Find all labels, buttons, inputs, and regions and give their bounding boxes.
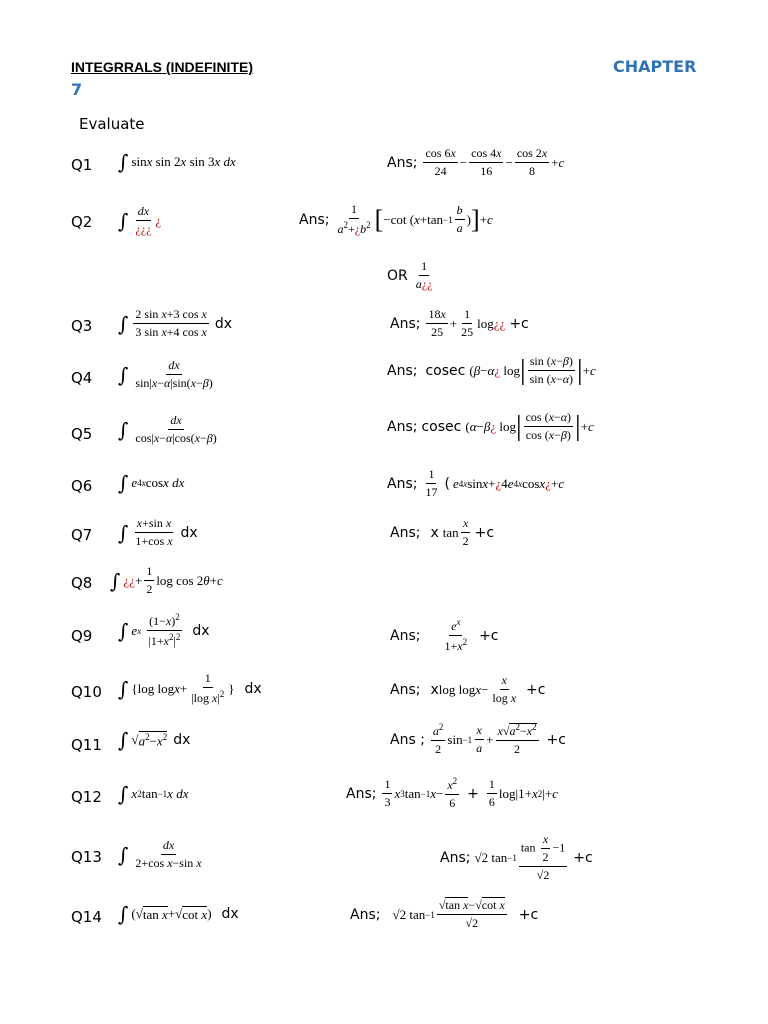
- question-expression: ∫ x 2 tan −1 x dx: [118, 782, 189, 806]
- answer-expression: Ans; x log log x − $\frac{x}{\text{log x}}$ +c: [390, 673, 546, 705]
- question-expression: ∫ $\frac{dx}{\sin|x-\alpha|\sin(x-\beta)}$: [118, 358, 213, 390]
- chapter-number: 7: [71, 80, 83, 99]
- answer-expression: Ans; √2 tan −1 $\frac{\text{√tan x−√cot x}}{√2}$ +c: [350, 898, 539, 930]
- question-label: Q8: [71, 574, 93, 592]
- answer-expression: Ans; $\frac{e^x}{1+x^2}$ +c: [390, 617, 499, 653]
- question-label: Q3: [71, 317, 93, 335]
- question-expression: ∫ √ $a^2-x^2$ dx: [118, 728, 191, 752]
- chapter-label: CHAPTER: [613, 57, 697, 76]
- question-label: Q13: [71, 848, 102, 866]
- answer-expression: Ans; $\frac{18x}{25}$ + $\frac{1}{25}$ log ¿¿ +c: [390, 307, 529, 339]
- question-expression: ∫ {log log x + $\frac{1}{|\log x|^2}$ } dx: [118, 671, 262, 705]
- question-expression: ∫ $\frac{dx}{¿¿¿}$ ¿: [118, 204, 162, 236]
- question-label: Q5: [71, 425, 93, 443]
- question-expression: ∫ $\frac{\text{x+sin x}}{\text{1+cos x}}$ dx: [118, 516, 198, 548]
- question-expression: ∫ sin x sin 2 x sin 3 x dx: [118, 150, 236, 174]
- question-expression: ∫ e x $\frac{(1-x)^2}{|1+x^2|^2}$ dx: [118, 612, 210, 648]
- question-label: Q12: [71, 788, 102, 806]
- answer-expression: Ans; $\frac{1}{a^2+¿b^2}$ [ −cot ( x +tan −1 $\frac{b}{a}$ ) ] + c: [299, 202, 493, 236]
- question-expression: ∫ $\frac{\text{2 sin x+3 cos x}}{\text{3 sin x+4 cos x}}$ dx: [118, 307, 233, 339]
- question-expression: ∫ $\frac{dx}{\text{2+cos x−sin x}}$: [118, 838, 202, 870]
- answer-expression: Ans; √2 tan −1 tan $\frac{x}{2}$ −1 √2 +c: [440, 832, 593, 882]
- answer-expression: Ans; $\frac{1}{17}$ ( e 4x sin x + ¿ 4 e 4x cos x ¿ + c: [387, 467, 565, 499]
- question-label: Q7: [71, 526, 93, 544]
- answer-expression: Ans; cosec ( α − β ¿ log | $\frac{\cos (x-\alpha)}{\cos (x-\beta)}$ | + c: [387, 410, 594, 442]
- question-label: Q4: [71, 369, 93, 387]
- answer-expression: Ans; cosec ( β − α ¿ log | $\frac{\sin (x-\beta)}{\sin (x-\alpha)}$ | + c: [387, 354, 596, 386]
- question-label: Q11: [71, 736, 102, 754]
- page-title: INTEGRRALS (INDEFINITE): [71, 59, 253, 75]
- answer-expression: Ans; $\frac{\cos 6x}{24}$ − $\frac{\cos 4x}{16}$ − $\frac{\cos 2x}{8}$ + c: [387, 146, 565, 178]
- question-label: Q10: [71, 683, 102, 701]
- evaluate-heading: Evaluate: [79, 115, 145, 133]
- question-label: Q14: [71, 908, 102, 926]
- answer-expression: Ans ; $\frac{a^2}{2}$ sin −1 $\frac{x}{a}$ + $\frac{x√a^2-x^2}{2}$ +c: [390, 722, 566, 756]
- question-label: Q1: [71, 156, 93, 174]
- answer-alternative: OR $\frac{1}{a¿¿}$: [387, 259, 433, 291]
- question-expression: ∫ $\frac{dx}{\cos|x-\alpha|\cos(x-\beta)}$: [118, 413, 217, 445]
- question-label: Q2: [71, 213, 93, 231]
- question-label: Q9: [71, 627, 93, 645]
- question-label: Q6: [71, 477, 93, 495]
- answer-expression: Ans; $\frac{1}{3}$ x 3 tan −1 x − $\frac{x^2}{6}$ + $\frac{1}{6}$ log|1+ x 2 |+ c: [346, 776, 558, 810]
- question-expression: ∫ (√ tan x +√ cot x ) dx: [118, 902, 239, 926]
- question-expression: ∫ ¿¿ + $\frac{1}{2}$ log cos 2 θ + c: [110, 564, 223, 596]
- answer-expression: Ans; x tan $\frac{x}{2}$ +c: [390, 516, 495, 548]
- question-expression: ∫ e 4x cos x dx: [118, 471, 185, 495]
